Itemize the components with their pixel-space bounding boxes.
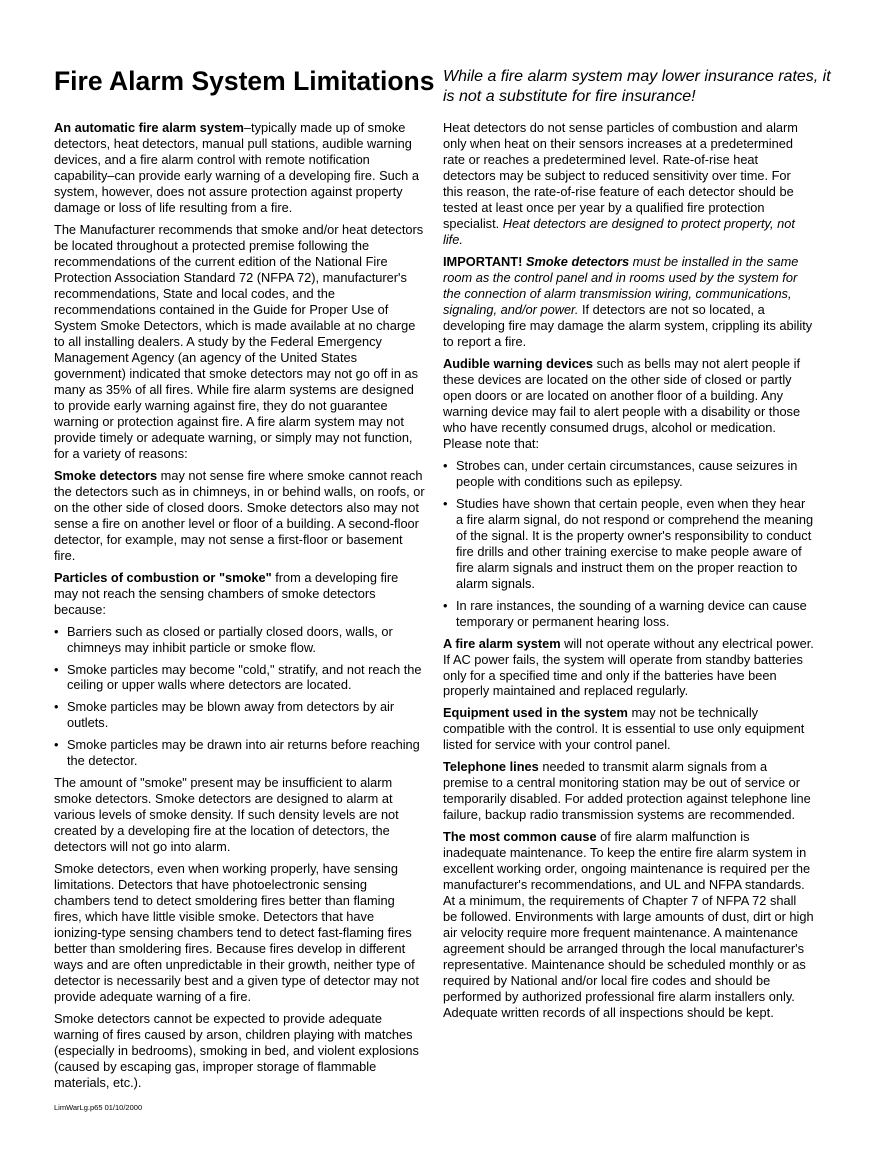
body-text: –typically made up of smoke detectors, heat detectors, manual pull stations, audible warning devices, and a fire alarm control with remote notification capability–can provide early warning of a developing fire. Such a system, however, does not assure protection against property damage or loss of life resulting from a fire. <box>54 120 419 215</box>
body-text: needed to transmit alarm signals from a premise to a central monitoring station may be out of service or temporarily disabled. For added protection against telephone line failure, backup radio transmission systems are recommended. <box>443 759 811 823</box>
list-item: • Smoke particles may be drawn into air returns before reaching the detector. <box>54 737 420 769</box>
list-item: • Smoke particles may become "cold," stratify, and not reach the ceiling or upper walls where detectors are located. <box>54 661 422 693</box>
body-text: will not operate without any electrical power. If AC power fails, the system will operate from standby batteries only for a specified time and only if the batteries have been properly maintained and replaced regularly. <box>443 635 814 699</box>
lead-text: Particles of combustion or "smoke" <box>54 569 272 585</box>
bullet-glyph: • <box>443 495 448 511</box>
right-column <box>443 120 814 1027</box>
lead-text: Telephone lines <box>443 759 539 775</box>
list-item: • In rare instances, the sounding of a warning device can cause temporary or permanent hearing loss. <box>443 597 807 629</box>
body-text: If detectors are not so located, a developing fire may damage the alarm system, crippling its ability to report a fire. <box>443 301 813 349</box>
paragraph-automatic-system <box>54 120 425 216</box>
bullet-glyph: • <box>54 699 59 715</box>
body-text: may not sense fire where smoke cannot reach the detectors such as in chimneys, in or behind walls, on roofs, or on the other side of closed doors. Smoke detectors also may not sense a fire on another level or floor of a building. A second-floor detector, for example, may not sense a first-floor or basement fire. <box>54 467 425 563</box>
bullet-glyph: • <box>443 457 448 473</box>
smoke-reasons-list <box>54 624 425 770</box>
lead-text: The most common cause <box>443 829 597 845</box>
paragraph-electrical-power <box>443 636 814 700</box>
italic-text: Heat detectors are designed to protect property, not life. <box>443 215 795 247</box>
paragraph-important <box>443 254 814 350</box>
bullet-glyph: • <box>54 623 59 639</box>
list-item: • Studies have shown that certain people, even when they hear a fire alarm signal, do not respond or comprehend the meaning of the signal. It is the property owner's responsibility to conduct fire drills and other training exercise to make people aware of fire alarm signals and instruct them on the proper reaction to alarm signals. <box>443 495 814 591</box>
lead-text: Smoke detectors <box>54 467 158 483</box>
paragraph-manufacturer-recommends: The Manufacturer recommends that smoke and/or heat detectors be located throughout a protected premise following the recommendations of the current edition of the National Fire Protection Association Standard 72 (NFPA 72), manufacturer's recommendations, State and local codes, and the recommendations contained in the Guide for Proper Use of System Smoke Detectors, which is made available at no charge to all installing dealers. A study by the Federal Emergency Management Agency (an agency of the United States government) indicated that smoke detectors may not go off in as many as 35% of all fires. While fire alarm systems are designed to provide early warning against fire, they do not guarantee warning or protection against fire. A fire alarm system may not provide timely or adequate warning, or simply may not function, for a variety of reasons: <box>54 221 424 461</box>
list-item: • Smoke particles may be blown away from detectors by air outlets. <box>54 699 395 731</box>
page-title: Fire Alarm System Limitations <box>54 66 435 96</box>
list-item: • Barriers such as closed or partially closed doors, walls, or chimneys may inhibit particle or smoke flow. <box>54 623 393 655</box>
paragraph-audible-warning <box>443 356 814 452</box>
body-text: may not be technically compatible with the control. It is essential to use only equipment listed for service with your control panel. <box>443 705 805 753</box>
bullet-glyph: • <box>54 737 59 753</box>
bullet-glyph: • <box>54 661 59 677</box>
insurance-tagline: While a fire alarm system may lower insurance rates, it is not a substitute for fire insurance! <box>443 68 831 105</box>
warning-notes-list <box>443 458 814 630</box>
bold-italic-text: Smoke detectors <box>525 253 630 269</box>
body-text: from a developing fire may not reach the sensing chambers of smoke detectors because: <box>54 569 399 617</box>
paragraph-equipment <box>443 705 814 753</box>
footer-file-reference: LimWarLg.p65 01/10/2000 <box>54 1103 143 1112</box>
body-text: Heat detectors do not sense particles of combustion and alarm only when heat on their sensors increases at a predetermined rate or reaches a predetermined level. Rate-of-rise heat detectors may be subject to reduced sensitivity over time. For this reason, the rate-of-rise feature of each detector should be tested at least once per year by a qualified fire protection specialist. <box>443 120 798 231</box>
body-text: of fire alarm malfunction is inadequate maintenance. To keep the entire fire alarm system in excellent working order, ongoing maintenance is required per the manufacturer's recommendations, and UL and NFPA standards. At a minimum, the requirements of Chapter 7 of NFPA 72 shall be followed. Environments with large amounts of dust, dirt or high air velocity require more frequent maintenance. A maintenance agreement should be arranged through the local manufacturer's representative. Maintenance should be scheduled monthly or as required by National and/or local fire codes and should be performed by authorized professional fire alarm installers only. Adequate written records of all inspections should be kept. <box>443 829 814 1021</box>
paragraph-heat-detectors <box>443 120 814 248</box>
paragraph-arson-warning: Smoke detectors cannot be expected to provide adequate warning of fires caused by arson, children playing with matches (especially in bedrooms), smoking in bed, and violent explosions (caused by escaping gas, improper storage of flammable materials, etc.). <box>54 1011 419 1091</box>
lead-text: Equipment used in the system <box>443 705 628 721</box>
lead-text: A fire alarm system <box>443 635 561 651</box>
paragraph-smoke-amount: The amount of "smoke" present may be insufficient to alarm smoke detectors. Smoke detectors are designed to alarm at various levels of smoke density. If such density levels are not created by a developing fire at the location of detectors, the detectors will not go into alarm. <box>54 775 399 855</box>
body-text: such as bells may not alert people if these devices are located on the other side of closed or partly open doors or are located on another floor of a building. Any warning device may fail to alert people with a disability or those who have recently consumed drugs, alcohol or medication. Please note that: <box>443 355 801 451</box>
lead-text: Audible warning devices <box>443 355 594 371</box>
paragraph-sensing-limitations: Smoke detectors, even when working properly, have sensing limitations. Detectors that have photoelectronic sensing chambers tend to detect smoldering fires better than flaming fires, which have little visible smoke. Detectors that have ionizing-type sensing chambers tend to detect fast-flaming fires better than smoldering fires. Because fires develop in different ways and are often unpredictable in their growth, neither type of detector is necessarily best and a given type of detector may not provide adequate warning of a fire. <box>54 861 419 1005</box>
left-column <box>54 120 425 1097</box>
paragraph-smoke-detectors <box>54 468 425 564</box>
lead-text: IMPORTANT! <box>443 253 523 269</box>
paragraph-particles-of-combustion <box>54 570 425 618</box>
italic-text: must be installed in the same room as the control panel and in rooms used by the system for the connection of alarm transmission wiring, communications, signaling, and/or power. <box>443 253 799 317</box>
bullet-glyph: • <box>443 597 448 613</box>
paragraph-telephone-lines <box>443 759 814 823</box>
list-item: • Strobes can, under certain circumstances, cause seizures in people with conditions such as epilepsy. <box>443 457 798 489</box>
lead-text: An automatic fire alarm system <box>54 120 244 135</box>
paragraph-maintenance <box>443 829 814 1021</box>
